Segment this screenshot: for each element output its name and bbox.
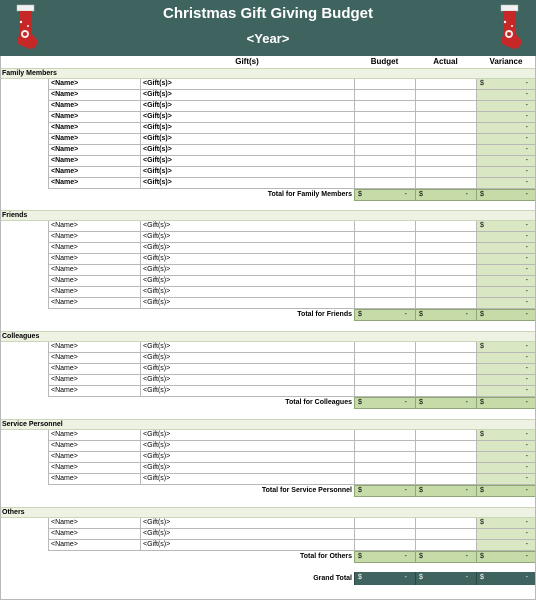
actual-cell[interactable] bbox=[415, 287, 476, 298]
section-total-label: Total for Colleagues bbox=[285, 399, 352, 406]
name-cell[interactable]: <Name> bbox=[48, 386, 140, 397]
gift-cell[interactable]: <Gift(s)> bbox=[140, 364, 354, 375]
gift-cell[interactable]: <Gift(s)> bbox=[140, 518, 354, 529]
total-actual[interactable] bbox=[415, 551, 476, 563]
name-cell[interactable]: <Name> bbox=[48, 112, 140, 123]
actual-cell[interactable] bbox=[415, 474, 476, 485]
variance-cell[interactable] bbox=[476, 342, 536, 353]
variance-cell[interactable] bbox=[476, 123, 536, 134]
title-banner bbox=[0, 0, 536, 56]
variance-value: - bbox=[525, 277, 528, 284]
gift-cell[interactable]: <Gift(s)> bbox=[140, 342, 354, 353]
actual-cell[interactable] bbox=[415, 243, 476, 254]
gift-cell[interactable]: <Gift(s)> bbox=[140, 276, 354, 287]
total-value: - bbox=[525, 399, 528, 406]
name-cell[interactable]: <Name> bbox=[48, 342, 140, 353]
actual-cell[interactable] bbox=[415, 375, 476, 386]
section-header: Colleagues bbox=[0, 331, 536, 342]
gift-cell[interactable]: <Gift(s)> bbox=[140, 430, 354, 441]
actual-cell[interactable] bbox=[415, 254, 476, 265]
variance-value: - bbox=[525, 299, 528, 306]
name-cell[interactable]: <Name> bbox=[48, 540, 140, 551]
budget-cell[interactable] bbox=[354, 430, 415, 441]
total-variance[interactable] bbox=[476, 189, 536, 201]
budget-cell[interactable] bbox=[354, 90, 415, 101]
name-cell[interactable]: <Name> bbox=[48, 134, 140, 145]
currency-symbol: $ bbox=[480, 553, 484, 560]
variance-value: - bbox=[525, 146, 528, 153]
section-total-row bbox=[0, 397, 536, 409]
currency-symbol: $ bbox=[358, 191, 362, 198]
variance-cell[interactable] bbox=[476, 101, 536, 112]
gift-cell[interactable]: <Gift(s)> bbox=[140, 134, 354, 145]
table-row bbox=[0, 90, 536, 101]
table-row bbox=[0, 386, 536, 397]
table-row bbox=[0, 287, 536, 298]
section-total-label: Total for Service Personnel bbox=[261, 487, 352, 494]
variance-cell[interactable] bbox=[476, 364, 536, 375]
total-variance[interactable] bbox=[476, 397, 536, 409]
variance-cell[interactable] bbox=[476, 90, 536, 101]
total-value: - bbox=[465, 191, 468, 198]
currency-symbol: $ bbox=[419, 191, 423, 198]
total-actual[interactable] bbox=[415, 485, 476, 497]
table-row bbox=[0, 123, 536, 134]
total-budget[interactable] bbox=[354, 551, 415, 563]
total-value: - bbox=[465, 487, 468, 494]
gift-cell[interactable]: <Gift(s)> bbox=[140, 156, 354, 167]
grand-total-actual[interactable]: $ - bbox=[415, 572, 476, 585]
variance-value: - bbox=[525, 288, 528, 295]
budget-cell[interactable] bbox=[354, 342, 415, 353]
actual-cell[interactable] bbox=[415, 156, 476, 167]
budget-cell[interactable] bbox=[354, 134, 415, 145]
actual-cell[interactable] bbox=[415, 441, 476, 452]
section-header: Friends bbox=[0, 210, 536, 221]
total-value: - bbox=[404, 399, 407, 406]
actual-cell[interactable] bbox=[415, 529, 476, 540]
currency-symbol: $ bbox=[480, 191, 484, 198]
budget-cell[interactable] bbox=[354, 540, 415, 551]
total-budget[interactable] bbox=[354, 397, 415, 409]
currency-symbol: $ bbox=[419, 487, 423, 494]
table-row bbox=[0, 342, 536, 353]
year-placeholder[interactable]: <Year> bbox=[246, 31, 290, 46]
actual-cell[interactable] bbox=[415, 90, 476, 101]
variance-value: - bbox=[525, 135, 528, 142]
actual-cell[interactable] bbox=[415, 298, 476, 309]
table-row bbox=[0, 134, 536, 145]
currency-symbol: $ bbox=[480, 487, 484, 494]
name-cell[interactable]: <Name> bbox=[48, 90, 140, 101]
actual-cell[interactable] bbox=[415, 79, 476, 90]
variance-cell[interactable] bbox=[476, 430, 536, 441]
name-cell[interactable]: <Name> bbox=[48, 243, 140, 254]
actual-cell[interactable] bbox=[415, 221, 476, 232]
gift-cell[interactable]: <Gift(s)> bbox=[140, 243, 354, 254]
variance-cell[interactable] bbox=[476, 156, 536, 167]
page-title: Christmas Gift Giving Budget bbox=[162, 5, 373, 22]
total-value: - bbox=[404, 553, 407, 560]
variance-cell[interactable] bbox=[476, 112, 536, 123]
variance-value: - bbox=[525, 244, 528, 251]
gift-cell[interactable]: <Gift(s)> bbox=[140, 287, 354, 298]
variance-cell[interactable] bbox=[476, 386, 536, 397]
variance-value: - bbox=[525, 179, 528, 186]
budget-cell[interactable] bbox=[354, 178, 415, 189]
section-total-row bbox=[0, 485, 536, 497]
variance-cell[interactable] bbox=[476, 529, 536, 540]
variance-cell[interactable] bbox=[476, 452, 536, 463]
currency-symbol: $ bbox=[480, 222, 484, 229]
gift-cell[interactable]: <Gift(s)> bbox=[140, 123, 354, 134]
variance-cell[interactable] bbox=[476, 134, 536, 145]
budget-cell[interactable] bbox=[354, 156, 415, 167]
column-header-budget: Budget bbox=[370, 57, 399, 66]
budget-cell[interactable] bbox=[354, 254, 415, 265]
actual-cell[interactable] bbox=[415, 265, 476, 276]
section-total-row bbox=[0, 189, 536, 201]
variance-value: - bbox=[525, 431, 528, 438]
total-value: - bbox=[525, 311, 528, 318]
gift-cell[interactable]: <Gift(s)> bbox=[140, 452, 354, 463]
section-total-label: Total for Family Members bbox=[267, 191, 352, 198]
grand-total-budget[interactable]: $ - bbox=[354, 572, 415, 585]
total-value: - bbox=[465, 311, 468, 318]
gift-cell[interactable]: <Gift(s)> bbox=[140, 101, 354, 112]
table-row bbox=[0, 254, 536, 265]
table-row bbox=[0, 353, 536, 364]
variance-value: - bbox=[525, 475, 528, 482]
budget-cell[interactable] bbox=[354, 243, 415, 254]
variance-value: - bbox=[525, 168, 528, 175]
currency-symbol: $ bbox=[358, 311, 362, 318]
name-cell[interactable]: <Name> bbox=[48, 79, 140, 90]
variance-value: - bbox=[525, 233, 528, 240]
table-row bbox=[0, 178, 536, 189]
variance-cell[interactable] bbox=[476, 178, 536, 189]
name-cell[interactable]: <Name> bbox=[48, 298, 140, 309]
actual-cell[interactable] bbox=[415, 112, 476, 123]
total-variance[interactable] bbox=[476, 309, 536, 321]
total-actual[interactable] bbox=[415, 397, 476, 409]
variance-cell[interactable] bbox=[476, 243, 536, 254]
name-cell[interactable]: <Name> bbox=[48, 430, 140, 441]
variance-cell[interactable] bbox=[476, 167, 536, 178]
variance-value: - bbox=[525, 376, 528, 383]
section-total-row bbox=[0, 309, 536, 321]
gift-cell[interactable]: <Gift(s)> bbox=[140, 232, 354, 243]
gift-cell[interactable]: <Gift(s)> bbox=[140, 474, 354, 485]
budget-cell[interactable] bbox=[354, 232, 415, 243]
currency-symbol: $ bbox=[480, 343, 484, 350]
actual-cell[interactable] bbox=[415, 342, 476, 353]
name-cell[interactable]: <Name> bbox=[48, 101, 140, 112]
table-row bbox=[0, 441, 536, 452]
name-cell[interactable]: <Name> bbox=[48, 123, 140, 134]
currency-symbol: $ bbox=[419, 553, 423, 560]
variance-value: - bbox=[525, 222, 528, 229]
total-value: - bbox=[404, 487, 407, 494]
variance-cell[interactable] bbox=[476, 375, 536, 386]
name-cell[interactable]: <Name> bbox=[48, 287, 140, 298]
gift-cell[interactable]: <Gift(s)> bbox=[140, 540, 354, 551]
actual-cell[interactable] bbox=[415, 430, 476, 441]
actual-cell[interactable] bbox=[415, 386, 476, 397]
gift-cell[interactable]: <Gift(s)> bbox=[140, 178, 354, 189]
budget-cell[interactable] bbox=[354, 287, 415, 298]
table-row bbox=[0, 375, 536, 386]
name-cell[interactable]: <Name> bbox=[48, 221, 140, 232]
total-budget[interactable] bbox=[354, 189, 415, 201]
table-row bbox=[0, 145, 536, 156]
budget-cell[interactable] bbox=[354, 386, 415, 397]
currency-symbol: $ bbox=[419, 399, 423, 406]
currency-symbol: $ bbox=[480, 311, 484, 318]
currency-symbol: $ bbox=[358, 399, 362, 406]
variance-cell[interactable] bbox=[476, 276, 536, 287]
variance-value: - bbox=[525, 91, 528, 98]
section-header: Service Personnel bbox=[0, 419, 536, 430]
actual-cell[interactable] bbox=[415, 123, 476, 134]
total-actual[interactable] bbox=[415, 309, 476, 321]
name-cell[interactable]: <Name> bbox=[48, 529, 140, 540]
variance-value: - bbox=[525, 113, 528, 120]
name-cell[interactable]: <Name> bbox=[48, 364, 140, 375]
variance-cell[interactable] bbox=[476, 265, 536, 276]
gift-cell[interactable]: <Gift(s)> bbox=[140, 353, 354, 364]
budget-cell[interactable] bbox=[354, 276, 415, 287]
budget-cell[interactable] bbox=[354, 463, 415, 474]
table-row bbox=[0, 101, 536, 112]
name-cell[interactable]: <Name> bbox=[48, 474, 140, 485]
gift-cell[interactable]: <Gift(s)> bbox=[140, 529, 354, 540]
gift-cell[interactable]: <Gift(s)> bbox=[140, 79, 354, 90]
actual-cell[interactable] bbox=[415, 145, 476, 156]
budget-cell[interactable] bbox=[354, 375, 415, 386]
table-row bbox=[0, 529, 536, 540]
budget-cell[interactable] bbox=[354, 364, 415, 375]
variance-cell[interactable] bbox=[476, 441, 536, 452]
actual-cell[interactable] bbox=[415, 518, 476, 529]
budget-cell[interactable] bbox=[354, 167, 415, 178]
table-row bbox=[0, 112, 536, 123]
actual-cell[interactable] bbox=[415, 364, 476, 375]
total-value: - bbox=[404, 191, 407, 198]
name-cell[interactable]: <Name> bbox=[48, 518, 140, 529]
gift-cell[interactable]: <Gift(s)> bbox=[140, 112, 354, 123]
actual-cell[interactable] bbox=[415, 452, 476, 463]
name-cell[interactable]: <Name> bbox=[48, 178, 140, 189]
grand-total-variance[interactable]: $ - bbox=[476, 572, 536, 585]
name-cell[interactable]: <Name> bbox=[48, 254, 140, 265]
section-header: Others bbox=[0, 507, 536, 518]
budget-cell[interactable] bbox=[354, 452, 415, 463]
gift-cell[interactable]: <Gift(s)> bbox=[140, 386, 354, 397]
section-total-row bbox=[0, 551, 536, 563]
variance-value: - bbox=[525, 464, 528, 471]
total-value: - bbox=[404, 311, 407, 318]
variance-cell[interactable] bbox=[476, 79, 536, 90]
table-row bbox=[0, 474, 536, 485]
table-row bbox=[0, 298, 536, 309]
variance-cell[interactable] bbox=[476, 221, 536, 232]
gift-cell[interactable]: <Gift(s)> bbox=[140, 167, 354, 178]
currency-symbol: $ bbox=[358, 487, 362, 494]
actual-cell[interactable] bbox=[415, 540, 476, 551]
variance-value: - bbox=[525, 530, 528, 537]
table-row bbox=[0, 364, 536, 375]
column-header-variance: Variance bbox=[489, 57, 523, 66]
table-row bbox=[0, 79, 536, 90]
actual-cell[interactable] bbox=[415, 276, 476, 287]
table-row bbox=[0, 232, 536, 243]
table-row bbox=[0, 156, 536, 167]
gift-cell[interactable]: <Gift(s)> bbox=[140, 265, 354, 276]
total-variance[interactable] bbox=[476, 551, 536, 563]
total-actual[interactable] bbox=[415, 189, 476, 201]
budget-cell[interactable] bbox=[354, 298, 415, 309]
actual-cell[interactable] bbox=[415, 101, 476, 112]
actual-cell[interactable] bbox=[415, 353, 476, 364]
budget-cell[interactable] bbox=[354, 353, 415, 364]
gift-cell[interactable]: <Gift(s)> bbox=[140, 375, 354, 386]
table-row bbox=[0, 430, 536, 441]
name-cell[interactable]: <Name> bbox=[48, 145, 140, 156]
budget-cell[interactable] bbox=[354, 221, 415, 232]
total-value: - bbox=[525, 487, 528, 494]
name-cell[interactable]: <Name> bbox=[48, 375, 140, 386]
currency-symbol: $ bbox=[480, 399, 484, 406]
actual-cell[interactable] bbox=[415, 167, 476, 178]
currency-symbol: $ bbox=[480, 519, 484, 526]
name-cell[interactable]: <Name> bbox=[48, 452, 140, 463]
variance-value: - bbox=[525, 354, 528, 361]
currency-symbol: $ bbox=[419, 311, 423, 318]
variance-value: - bbox=[525, 255, 528, 262]
variance-cell[interactable] bbox=[476, 254, 536, 265]
currency-symbol: $ bbox=[358, 553, 362, 560]
gift-cell[interactable]: <Gift(s)> bbox=[140, 221, 354, 232]
currency-symbol: $ bbox=[480, 80, 484, 87]
budget-cell[interactable] bbox=[354, 123, 415, 134]
variance-value: - bbox=[525, 365, 528, 372]
budget-cell[interactable] bbox=[354, 529, 415, 540]
variance-value: - bbox=[525, 442, 528, 449]
gift-cell[interactable]: <Gift(s)> bbox=[140, 90, 354, 101]
table-row bbox=[0, 243, 536, 254]
actual-cell[interactable] bbox=[415, 232, 476, 243]
variance-value: - bbox=[525, 343, 528, 350]
name-cell[interactable]: <Name> bbox=[48, 276, 140, 287]
budget-cell[interactable] bbox=[354, 79, 415, 90]
christmas-stocking-icon bbox=[496, 4, 524, 52]
total-value: - bbox=[525, 553, 528, 560]
variance-value: - bbox=[525, 387, 528, 394]
variance-cell[interactable] bbox=[476, 298, 536, 309]
total-value: - bbox=[465, 553, 468, 560]
name-cell[interactable]: <Name> bbox=[48, 232, 140, 243]
variance-cell[interactable] bbox=[476, 287, 536, 298]
gift-cell[interactable]: <Gift(s)> bbox=[140, 463, 354, 474]
variance-value: - bbox=[525, 519, 528, 526]
column-header-gifts: Gift(s) bbox=[235, 57, 259, 66]
name-cell[interactable]: <Name> bbox=[48, 463, 140, 474]
table-row bbox=[0, 167, 536, 178]
budget-cell[interactable] bbox=[354, 265, 415, 276]
actual-cell[interactable] bbox=[415, 178, 476, 189]
variance-cell[interactable] bbox=[476, 145, 536, 156]
column-header-actual: Actual bbox=[433, 57, 458, 66]
gift-cell[interactable]: <Gift(s)> bbox=[140, 441, 354, 452]
budget-cell[interactable] bbox=[354, 101, 415, 112]
name-cell[interactable]: <Name> bbox=[48, 353, 140, 364]
gift-cell[interactable]: <Gift(s)> bbox=[140, 298, 354, 309]
variance-value: - bbox=[525, 124, 528, 131]
variance-cell[interactable] bbox=[476, 518, 536, 529]
name-cell[interactable]: <Name> bbox=[48, 441, 140, 452]
variance-cell[interactable] bbox=[476, 540, 536, 551]
budget-cell[interactable] bbox=[354, 145, 415, 156]
budget-cell[interactable] bbox=[354, 474, 415, 485]
table-row bbox=[0, 463, 536, 474]
variance-value: - bbox=[525, 541, 528, 548]
table-row bbox=[0, 540, 536, 551]
table-row bbox=[0, 518, 536, 529]
budget-cell[interactable] bbox=[354, 518, 415, 529]
variance-cell[interactable] bbox=[476, 353, 536, 364]
table-row bbox=[0, 265, 536, 276]
variance-value: - bbox=[525, 157, 528, 164]
budget-cell[interactable] bbox=[354, 441, 415, 452]
variance-value: - bbox=[525, 266, 528, 273]
name-cell[interactable]: <Name> bbox=[48, 265, 140, 276]
total-variance[interactable] bbox=[476, 485, 536, 497]
name-cell[interactable]: <Name> bbox=[48, 167, 140, 178]
variance-cell[interactable] bbox=[476, 474, 536, 485]
currency-symbol: $ bbox=[480, 431, 484, 438]
grand-total-row bbox=[0, 572, 536, 585]
total-value: - bbox=[525, 191, 528, 198]
variance-value: - bbox=[525, 102, 528, 109]
total-budget[interactable] bbox=[354, 309, 415, 321]
table-row bbox=[0, 452, 536, 463]
variance-value: - bbox=[525, 80, 528, 87]
section-total-label: Total for Others bbox=[300, 553, 352, 560]
gift-cell[interactable]: <Gift(s)> bbox=[140, 145, 354, 156]
table-row bbox=[0, 276, 536, 287]
variance-cell[interactable] bbox=[476, 232, 536, 243]
grand-total-label: Grand Total bbox=[313, 575, 352, 582]
variance-value: - bbox=[525, 453, 528, 460]
actual-cell[interactable] bbox=[415, 134, 476, 145]
budget-cell[interactable] bbox=[354, 112, 415, 123]
name-cell[interactable]: <Name> bbox=[48, 156, 140, 167]
total-budget[interactable] bbox=[354, 485, 415, 497]
variance-cell[interactable] bbox=[476, 463, 536, 474]
table-row bbox=[0, 221, 536, 232]
section-header: Family Members bbox=[0, 68, 536, 79]
section-total-label: Total for Friends bbox=[297, 311, 352, 318]
total-value: - bbox=[465, 399, 468, 406]
gift-cell[interactable]: <Gift(s)> bbox=[140, 254, 354, 265]
actual-cell[interactable] bbox=[415, 463, 476, 474]
